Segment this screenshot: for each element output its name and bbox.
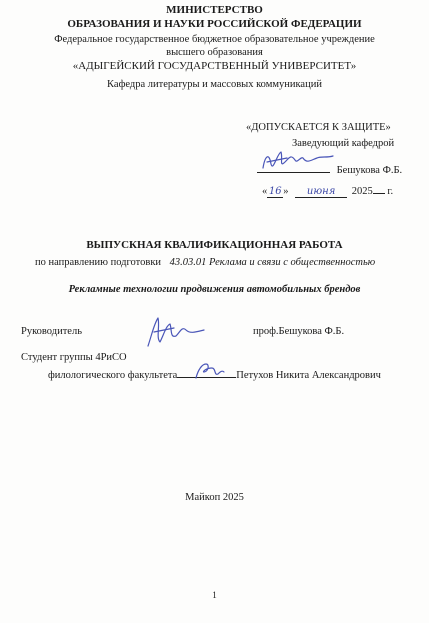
date-open-quote: «: [262, 186, 268, 197]
year-underline: [373, 183, 385, 194]
work-type: ВЫПУСКНАЯ КВАЛИФИКАЦИОННАЯ РАБОТА: [86, 239, 343, 251]
student-group: Студент группы 4РиСО: [21, 352, 127, 363]
ministry-subtitle: ОБРАЗОВАНИЯ И НАУКИ РОССИЙСКОЙ ФЕДЕРАЦИИ: [67, 18, 362, 30]
institution-type: Федеральное государственное бюджетное образовательное учреждение: [54, 34, 375, 45]
supervisor-signature: [140, 312, 210, 352]
student-faculty: филологического факультета: [48, 370, 178, 381]
date-close-quote: »: [283, 186, 289, 197]
direction-prefix: по направлению подготовки: [35, 257, 162, 268]
student-name: Петухов Никита Александрович: [236, 370, 381, 381]
approval-date: [262, 183, 393, 198]
university-name: «АДЫГЕЙСКИЙ ГОСУДАРСТВЕННЫЙ УНИВЕРСИТЕТ»: [72, 60, 357, 72]
education-level: высшего образования: [166, 47, 263, 58]
place-and-year: Майкоп 2025: [185, 492, 244, 503]
supervisor-label: Руководитель: [21, 326, 82, 337]
date-suffix: г.: [387, 186, 394, 197]
work-topic: Рекламные технологии продвижения автомобильных брендов: [68, 284, 361, 295]
ministry-title: МИНИСТЕРСТВО: [166, 4, 263, 16]
date-day: 16: [268, 186, 282, 197]
approval-role: Заведующий кафедрой: [292, 138, 395, 149]
head-signature: [257, 146, 337, 176]
approval-title: «ДОПУСКАЕТСЯ К ЗАЩИТЕ»: [246, 122, 391, 133]
date-month: июня: [295, 186, 347, 198]
supervisor-name: проф.Бешукова Ф.Б.: [253, 326, 345, 337]
direction-value: 43.03.01 Реклама и связи с общественностью: [169, 257, 376, 268]
page-number: 1: [212, 590, 217, 600]
direction-line: [35, 257, 375, 268]
department-name: Кафедра литературы и массовых коммуникаций: [107, 79, 322, 90]
date-year: 2025: [351, 186, 373, 197]
head-name: Бешукова Ф.Б.: [336, 165, 403, 176]
student-signature: [192, 358, 228, 384]
